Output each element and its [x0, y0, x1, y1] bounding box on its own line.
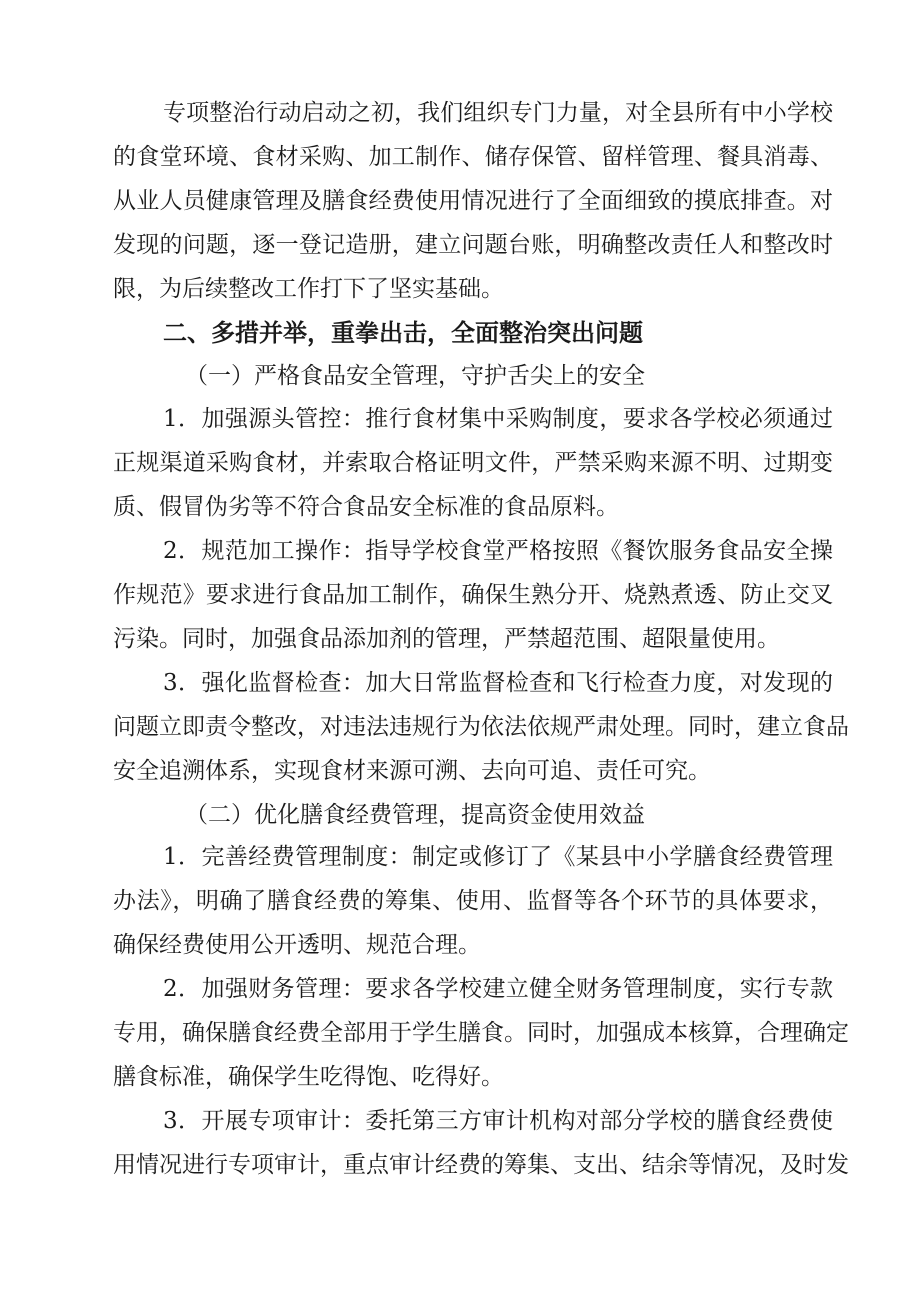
intro-line-3: 从业人员健康管理及膳食经费使用情况进行了全面细致的摸底排查。对	[113, 188, 833, 214]
s2-item1-line-2: 办法》，明确了膳食经费的筹集、使用、监督等各个环节的具体要求，	[113, 888, 833, 914]
s1-item1-line-3: 质、假冒伪劣等不符合食品安全标准的食品原料。	[113, 494, 619, 520]
s1-item1-line-1: 1．加强源头管控：推行食材集中采购制度，要求各学校必须通过	[163, 406, 833, 432]
s2-item2-line-3: 膳食标准，确保学生吃得饱、吃得好。	[113, 1064, 504, 1090]
intro-line-4: 发现的问题，逐一登记造册，建立问题台账，明确整改责任人和整改时	[113, 232, 833, 258]
section-heading-2: 二、多措并举，重拳出击，全面整治突出问题	[163, 319, 643, 347]
s1-item1-line-2: 正规渠道采购食材，并索取合格证明文件，严禁采购来源不明、过期变	[113, 450, 833, 476]
s2-item1-line-3: 确保经费使用公开透明、规范合理。	[113, 932, 481, 958]
intro-line-5: 限，为后续整改工作打下了坚实基础。	[113, 276, 504, 302]
s2-item2-line-1: 2．加强财务管理：要求各学校建立健全财务管理制度，实行专款	[163, 976, 833, 1002]
s1-item2-line-3: 污染。同时，加强食品添加剂的管理，严禁超范围、超限量使用。	[113, 626, 780, 652]
subsection-title-1: （一）严格食品安全管理，守护舌尖上的安全	[185, 363, 645, 389]
s1-item2-line-2: 作规范》要求进行食品加工制作，确保生熟分开、烧熟煮透、防止交叉	[113, 582, 833, 608]
s2-item3-line-2: 用情况进行专项审计，重点审计经费的筹集、支出、结余等情况，及时发	[113, 1152, 849, 1178]
subsection-title-2: （二）优化膳食经费管理，提高资金使用效益	[185, 802, 645, 828]
s2-item1-line-1: 1．完善经费管理制度：制定或修订了《某县中小学膳食经费管理	[163, 844, 833, 870]
s1-item2-line-1: 2．规范加工操作：指导学校食堂严格按照《餐饮服务食品安全操	[163, 538, 833, 564]
s2-item3-line-1: 3．开展专项审计：委托第三方审计机构对部分学校的膳食经费使	[163, 1108, 833, 1134]
s1-item3-line-1: 3．强化监督检查：加大日常监督检查和飞行检查力度，对发现的	[163, 670, 833, 696]
s1-item3-line-2: 问题立即责令整改，对违法违规行为依法依规严肃处理。同时，建立食品	[113, 714, 849, 740]
s1-item3-line-3: 安全追溯体系，实现食材来源可溯、去向可追、责任可究。	[113, 758, 711, 784]
intro-line-2: 的食堂环境、食材采购、加工制作、储存保管、留样管理、餐具消毒、	[113, 144, 833, 170]
intro-line-1: 专项整治行动启动之初，我们组织专门力量，对全县所有中小学校	[163, 100, 833, 126]
s2-item2-line-2: 专用，确保膳食经费全部用于学生膳食。同时，加强成本核算，合理确定	[113, 1020, 849, 1046]
